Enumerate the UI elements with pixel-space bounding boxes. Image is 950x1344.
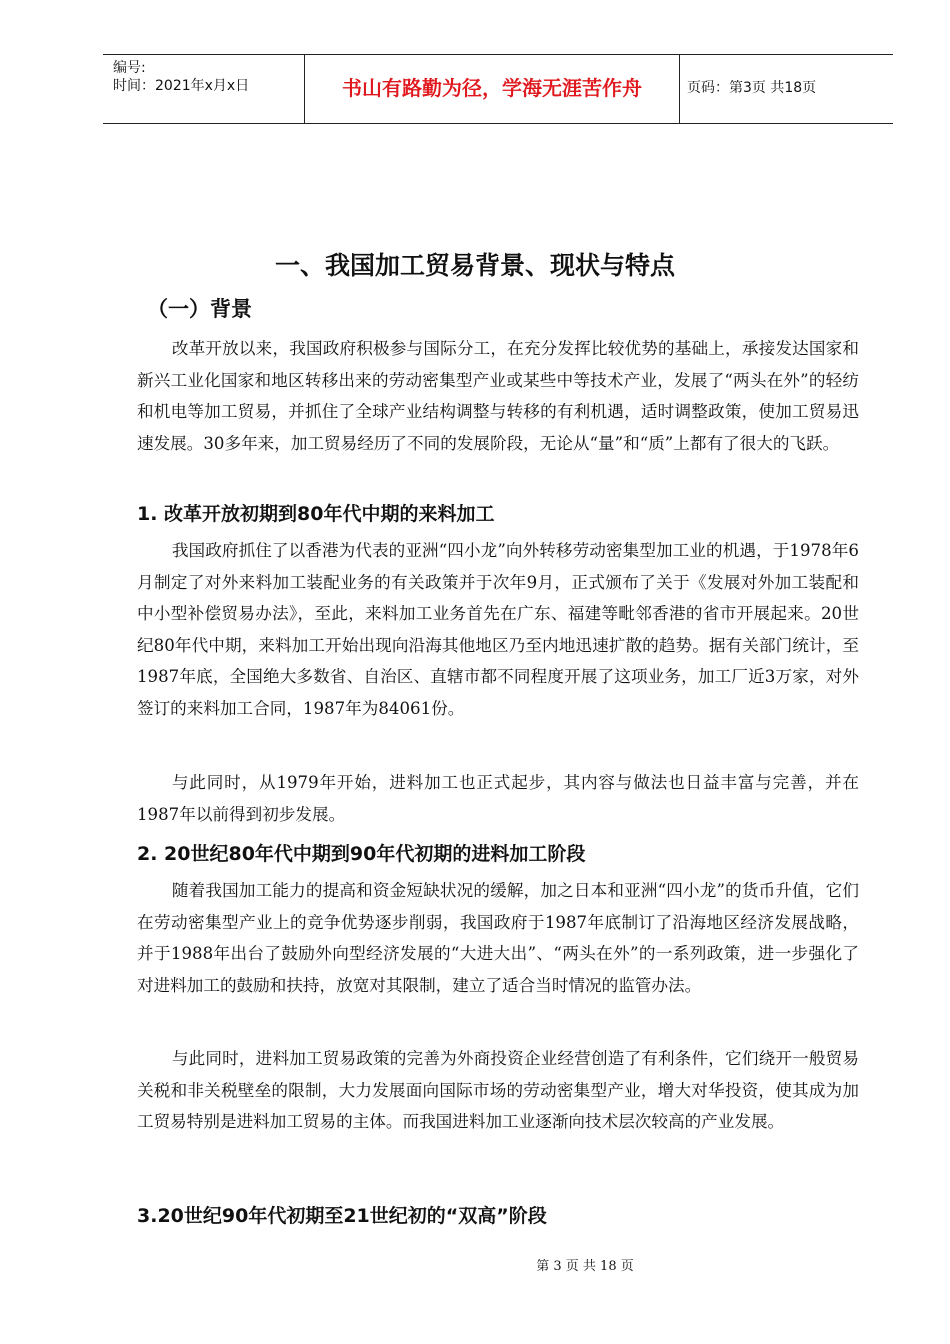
subheading-3: 3.20世纪90年代初期至21世纪初的“双高”阶段: [137, 1205, 547, 1227]
footer-page-number: 第 3 页 共 18 页: [536, 1259, 634, 1274]
subheading-1: 1. 改革开放初期到80年代中期的来料加工: [137, 503, 495, 525]
header-motto-cell: [304, 55, 680, 123]
page-footer: [0, 1255, 950, 1274]
document-time-label: 时间：2021年x月x日: [113, 78, 250, 94]
section-2-paragraph-2: 与此同时，进料加工贸易政策的完善为外商投资企业经营创造了有利条件，它们绕开一般贸易关税和非关税壁垒的限制，大力发展面向国际市场的劳动密集型产业，增大对华投资，使其成为加工贸易特别是进料加工贸易的主体。而我国进料加工业逐渐向技术层次较高的产业发展。: [137, 1049, 859, 1132]
header-page-cell: [679, 55, 893, 123]
intro-paragraph: 改革开放以来，我国政府积极参与国际分工，在充分发挥比较优势的基础上，承接发达国家和新兴工业化国家和地区转移出来的劳动密集型产业或某些中等技术产业，发展了“两头在外”的轻纺和机电等加工贸易，并抓住了全球产业结构调整与转移的有利机遇，适时调整政策，使加工贸易迅速发展。30多年来，加工贸易经历了不同的发展阶段，无论从“量”和“质”上都有了很大的飞跃。: [137, 339, 859, 453]
header-meta-cell: [103, 55, 303, 123]
section-1-paragraph-2: 与此同时，从1979年开始，进料加工也正式起步，其内容与做法也日益丰富与完善，并在1987年以前得到初步发展。: [137, 773, 859, 824]
document-number-label: 编号:: [113, 60, 146, 76]
section-2-paragraph-1: 随着我国加工能力的提高和资金短缺状况的缓解，加之日本和亚洲“四小龙”的货币升值，它们在劳动密集型产业上的竞争优势逐步削弱，我国政府于1987年底制订了沿海地区经济发展战略，并于1988年出台了鼓励外向型经济发展的“大进大出”、“两头在外”的一系列政策，进一步强化了对进料加工的鼓励和扶持，放宽对其限制，建立了适合当时情况的监管办法。: [137, 881, 859, 995]
header-table: [103, 54, 893, 124]
header-motto: 书山有路勤为径，学海无涯苦作舟: [342, 76, 642, 100]
header-page-info: 页码：第3页 共18页: [687, 80, 817, 96]
section-1-paragraph-1: 我国政府抓住了以香港为代表的亚洲“四小龙”向外转移劳动密集型加工业的机遇，于1978年6月制定了对外来料加工装配业务的有关政策并于次年9月，正式颁布了关于《发展对外加工装配和中小型补偿贸易办法》，至此，来料加工业务首先在广东、福建等毗邻香港的省市开展起来。20世纪80年代中期，来料加工开始出现向沿海其他地区乃至内地迅速扩散的趋势。据有关部门统计，至1987年底，全国绝大多数省、自治区、直辖市都不同程度开展了这项业务，加工厂近3万家，对外签订的来料加工合同，1987年为84061份。: [137, 541, 859, 718]
section-heading: （一）背景: [147, 297, 252, 321]
subheading-2: 2. 20世纪80年代中期到90年代初期的进料加工阶段: [137, 843, 586, 865]
document-title: 一、我国加工贸易背景、现状与特点: [274, 251, 675, 280]
